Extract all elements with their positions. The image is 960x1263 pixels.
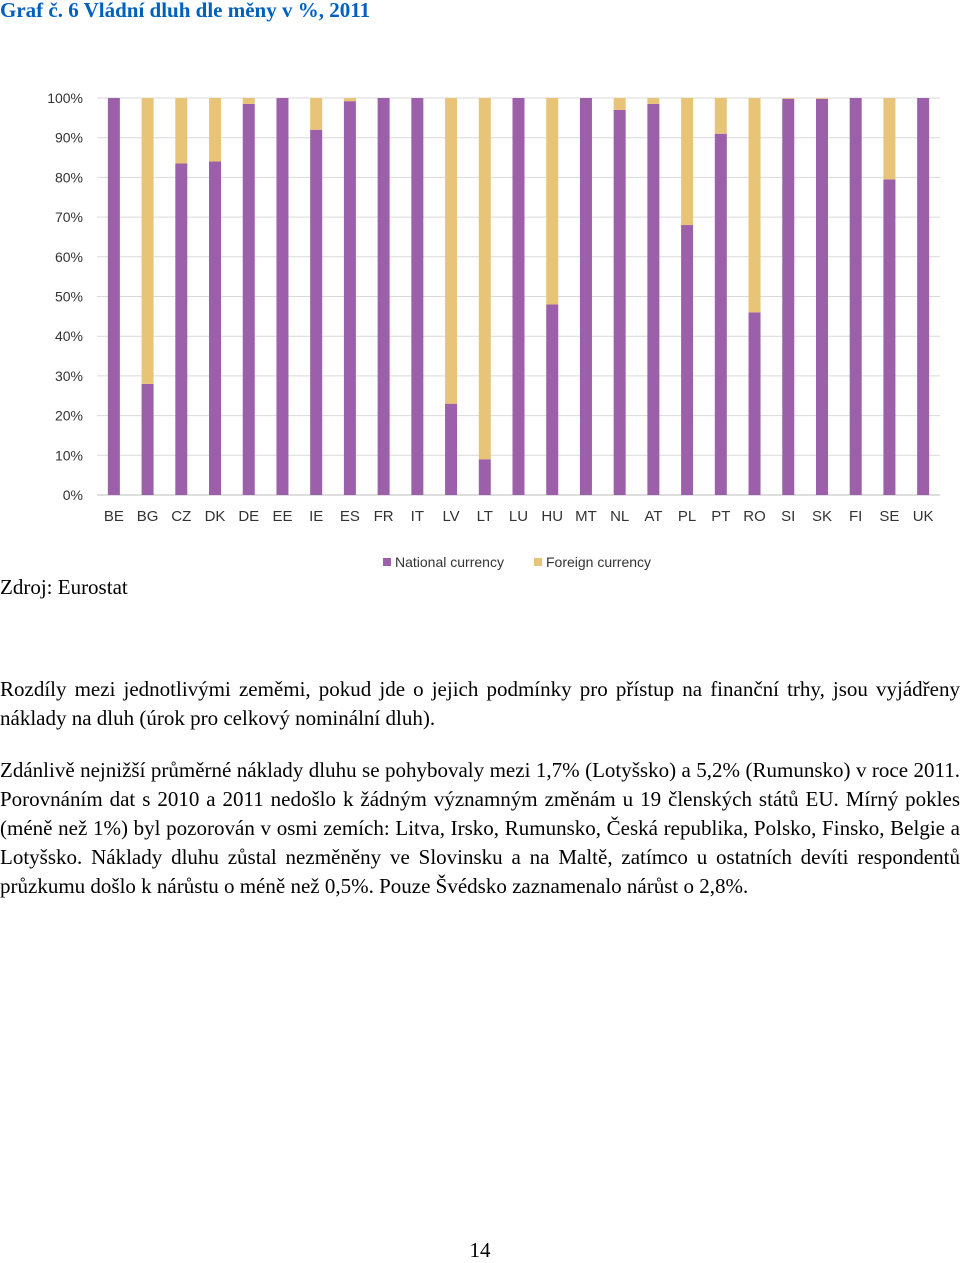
bar-segment (175, 164, 187, 495)
bar-segment (883, 98, 895, 179)
bar-segment (445, 404, 457, 495)
x-tick-label: DK (204, 508, 226, 525)
stacked-bar-chart (0, 80, 960, 580)
bar-segment (209, 98, 221, 162)
paragraph-1: Rozdíly mezi jednotlivými zeměmi, pokud jde o jejich podmínky pro přístup na finanční trhy, jsou vyjádřeny náklady na dluh (úrok pro celkový nominální dluh). (0, 677, 960, 730)
x-tick-label: ES (339, 508, 360, 525)
bar-segment (546, 304, 558, 495)
bar-segment (513, 98, 525, 495)
bar-segment (175, 98, 187, 164)
x-tick-label: FR (373, 508, 394, 525)
bar-segment (310, 130, 322, 495)
bar-segment (108, 98, 120, 495)
bar-segment (816, 98, 828, 99)
bar-segment (647, 98, 659, 104)
x-tick-label: UK (912, 508, 934, 525)
y-tick-label: 80% (54, 169, 83, 186)
bar-segment (782, 99, 794, 495)
bar-segment (749, 312, 761, 495)
bar-segment (243, 104, 255, 495)
bar-segment (883, 179, 895, 495)
x-tick-label: CZ (171, 508, 192, 525)
bar-segment (546, 98, 558, 304)
x-tick-label: RO (743, 508, 766, 525)
x-tick-label: BG (136, 508, 159, 525)
y-tick-label: 50% (54, 288, 83, 305)
x-tick-label: FI (849, 508, 863, 525)
legend-label: National currency (395, 554, 504, 570)
bar-segment (614, 110, 626, 495)
y-tick-label: 70% (54, 209, 83, 226)
y-tick-label: 60% (54, 248, 83, 265)
x-tick-label: IE (309, 508, 324, 525)
source-note: Zdroj: Eurostat (0, 575, 128, 599)
bar-segment (614, 98, 626, 110)
bar-segment (715, 134, 727, 495)
x-tick-label: SI (781, 508, 796, 525)
x-tick-label: DE (238, 508, 260, 525)
legend-swatch (383, 558, 391, 566)
page-number: 14 (469, 1238, 491, 1262)
x-tick-label: NL (610, 508, 630, 525)
x-tick-label: BE (103, 508, 124, 525)
legend-label: Foreign currency (546, 554, 652, 570)
y-tick-label: 0% (62, 487, 83, 503)
x-tick-label: HU (541, 508, 564, 525)
bar-segment (243, 98, 255, 104)
bar-segment (344, 101, 356, 495)
y-tick-label: 40% (54, 328, 83, 345)
bar-segment (411, 98, 423, 495)
bar-segment (142, 98, 154, 384)
x-tick-label: MT (575, 508, 597, 525)
bar-segment (917, 98, 929, 495)
x-tick-label: LU (508, 508, 529, 525)
x-tick-label: EE (272, 508, 293, 525)
legend-swatch (534, 558, 542, 566)
x-tick-label: LT (476, 508, 493, 525)
x-tick-label: SK (811, 508, 832, 525)
x-tick-label: PT (711, 508, 731, 525)
x-tick-label: AT (644, 508, 663, 525)
bar-segment (816, 99, 828, 495)
bar-segment (647, 104, 659, 495)
bar-segment (681, 98, 693, 225)
bar-segment (479, 459, 491, 495)
bar-segment (715, 98, 727, 134)
x-tick-label: SE (879, 508, 900, 525)
bar-segment (681, 225, 693, 495)
bar-segment (344, 98, 356, 101)
x-tick-label: LV (442, 508, 460, 525)
bar-segment (142, 384, 154, 495)
bar-segment (310, 98, 322, 130)
bar-segment (378, 98, 390, 495)
y-tick-label: 10% (54, 447, 83, 464)
bar-segment (782, 98, 794, 99)
bar-segment (749, 98, 761, 312)
bar-segment (209, 162, 221, 495)
bar-segment (445, 98, 457, 404)
bar-segment (850, 98, 862, 495)
chart-title: Graf č. 6 Vládní dluh dle měny v %, 2011 (0, 0, 371, 22)
x-tick-label: PL (677, 508, 697, 525)
bar-segment (580, 98, 592, 495)
bar-segment (276, 98, 288, 495)
y-tick-label: 100% (47, 90, 83, 106)
y-tick-label: 20% (54, 407, 83, 424)
paragraph-2: Zdánlivě nejnižší průměrné náklady dluhu se pohybovaly mezi 1,7% (Lotyšsko) a 5,2% (Rumunsko) v roce 2011. Porovnáním dat s 2010 a 2011 nedošlo k žádným významným změnám u 19 členských států EU. Mírný pokles (méně než 1%) byl pozorován v osmi zemích: Litva, Irsko, Rumunsko, Česká republika, Polsko, Finsko, Belgie a Lotyšsko. Náklady dluhu zůstal nezměněny ve Slovinsku a na Maltě, zatímco u ostatních devíti respondentů průzkumu došlo k nárůstu o méně než 0,5%. Pouze Švédsko zaznamenalo nárůst o 2,8%. (0, 758, 960, 898)
x-tick-label: IT (410, 508, 425, 525)
y-tick-label: 90% (54, 129, 83, 146)
y-tick-label: 30% (54, 367, 83, 384)
bar-segment (479, 98, 491, 459)
